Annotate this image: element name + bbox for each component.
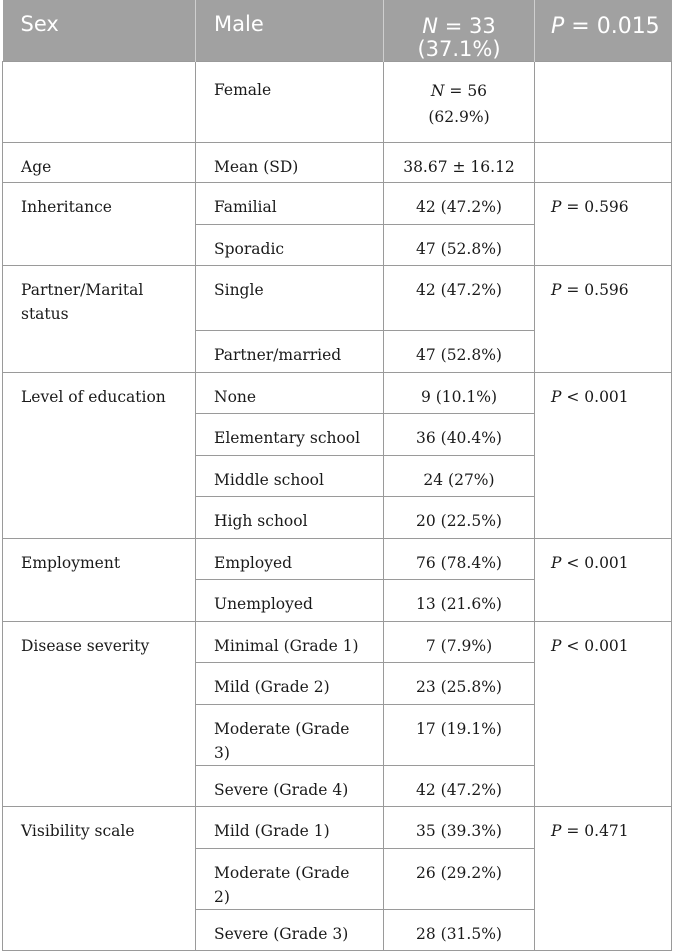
category-line-2: status bbox=[21, 305, 69, 323]
category-cell: Age bbox=[3, 143, 196, 183]
label-cell: Mean (SD) bbox=[196, 143, 384, 183]
table-row-age bbox=[3, 143, 672, 183]
label-cell: Mild (Grade 2) bbox=[196, 663, 384, 705]
header-p-number: = 0.015 bbox=[564, 14, 660, 39]
p-number: < 0.001 bbox=[561, 387, 629, 406]
label-cell: Minimal (Grade 1) bbox=[196, 621, 384, 663]
value-cell: 23 (25.8%) bbox=[384, 663, 535, 705]
label-cell: Partner/married bbox=[196, 331, 384, 373]
p-cell bbox=[535, 372, 672, 538]
demographics-table bbox=[2, 0, 672, 951]
header-n-value: = 33 bbox=[438, 14, 496, 38]
p-symbol: P bbox=[551, 198, 562, 216]
value-cell: 38.67 ± 16.12 bbox=[384, 143, 535, 183]
label-cell: Middle school bbox=[196, 455, 384, 497]
value-cell: 76 (78.4%) bbox=[384, 538, 535, 580]
category-cell: Visibility scale bbox=[3, 807, 196, 951]
label-cell: Moderate (Grade 3) bbox=[196, 704, 384, 765]
table-row-employed bbox=[3, 538, 672, 580]
header-sex: Sex bbox=[3, 0, 196, 62]
value-cell: 42 (47.2%) bbox=[384, 266, 535, 331]
p-symbol: P bbox=[551, 822, 562, 840]
p-cell bbox=[535, 538, 672, 621]
n-percent: (62.9%) bbox=[428, 108, 490, 126]
p-symbol: P bbox=[551, 553, 562, 572]
table-header bbox=[3, 0, 672, 62]
header-male-count bbox=[384, 0, 535, 62]
p-symbol: P bbox=[551, 281, 562, 299]
p-number: < 0.001 bbox=[561, 636, 629, 655]
table-row-severity-minimal bbox=[3, 621, 672, 663]
header-n-percent: (37.1%) bbox=[417, 37, 501, 61]
p-cell bbox=[535, 62, 672, 143]
p-number: < 0.001 bbox=[561, 553, 629, 572]
p-cell bbox=[535, 143, 672, 183]
label-cell: Mild (Grade 1) bbox=[196, 807, 384, 849]
label-cell: Severe (Grade 4) bbox=[196, 765, 384, 807]
category-cell bbox=[3, 62, 196, 143]
value-cell: 26 (29.2%) bbox=[384, 848, 535, 909]
value-cell: 35 (39.3%) bbox=[384, 807, 535, 849]
table-body bbox=[3, 62, 672, 951]
header-male: Male bbox=[196, 0, 384, 62]
category-cell: Level of education bbox=[3, 372, 196, 538]
label-cell: Elementary school bbox=[196, 414, 384, 456]
p-cell bbox=[535, 266, 672, 373]
category-cell: Disease severity bbox=[3, 621, 196, 807]
n-value: = 56 bbox=[444, 82, 488, 100]
label-cell: Employed bbox=[196, 538, 384, 580]
label-cell: Single bbox=[196, 266, 384, 331]
label-cell: Female bbox=[196, 62, 384, 143]
p-cell bbox=[535, 621, 672, 807]
value-cell: 20 (22.5%) bbox=[384, 497, 535, 539]
value-cell: 7 (7.9%) bbox=[384, 621, 535, 663]
header-n-symbol: N bbox=[422, 14, 439, 38]
header-p-symbol: P bbox=[551, 14, 565, 39]
value-cell: 47 (52.8%) bbox=[384, 331, 535, 373]
label-cell: Familial bbox=[196, 183, 384, 225]
label-cell: Moderate (Grade 2) bbox=[196, 848, 384, 909]
label-cell: High school bbox=[196, 497, 384, 539]
n-symbol: N bbox=[430, 82, 445, 100]
value-cell: 42 (47.2%) bbox=[384, 183, 535, 225]
table-row-education-none bbox=[3, 372, 672, 414]
category-line-1: Partner/Marital bbox=[21, 281, 144, 299]
label-cell: Severe (Grade 3) bbox=[196, 909, 384, 951]
label-cell: Unemployed bbox=[196, 580, 384, 622]
value-cell: 24 (27%) bbox=[384, 455, 535, 497]
table-row-female bbox=[3, 62, 672, 143]
value-cell: 13 (21.6%) bbox=[384, 580, 535, 622]
value-cell: 17 (19.1%) bbox=[384, 704, 535, 765]
value-cell: 28 (31.5%) bbox=[384, 909, 535, 951]
table-row-visibility-mild bbox=[3, 807, 672, 849]
value-cell: 47 (52.8%) bbox=[384, 224, 535, 266]
label-cell: None bbox=[196, 372, 384, 414]
value-cell: 42 (47.2%) bbox=[384, 765, 535, 807]
p-number: = 0.596 bbox=[561, 281, 629, 299]
table-row-familial bbox=[3, 183, 672, 225]
p-cell bbox=[535, 807, 672, 951]
p-number: = 0.471 bbox=[561, 822, 629, 840]
category-cell: Employment bbox=[3, 538, 196, 621]
p-symbol: P bbox=[551, 636, 562, 655]
label-cell: Sporadic bbox=[196, 224, 384, 266]
category-cell: Inheritance bbox=[3, 183, 196, 266]
p-number: = 0.596 bbox=[561, 198, 629, 216]
value-cell bbox=[384, 62, 535, 143]
p-symbol: P bbox=[551, 387, 562, 406]
category-cell bbox=[3, 266, 196, 373]
header-p-value bbox=[535, 0, 672, 62]
table-row-single bbox=[3, 266, 672, 331]
value-cell: 9 (10.1%) bbox=[384, 372, 535, 414]
header-row bbox=[3, 0, 672, 62]
value-cell: 36 (40.4%) bbox=[384, 414, 535, 456]
p-cell bbox=[535, 183, 672, 266]
